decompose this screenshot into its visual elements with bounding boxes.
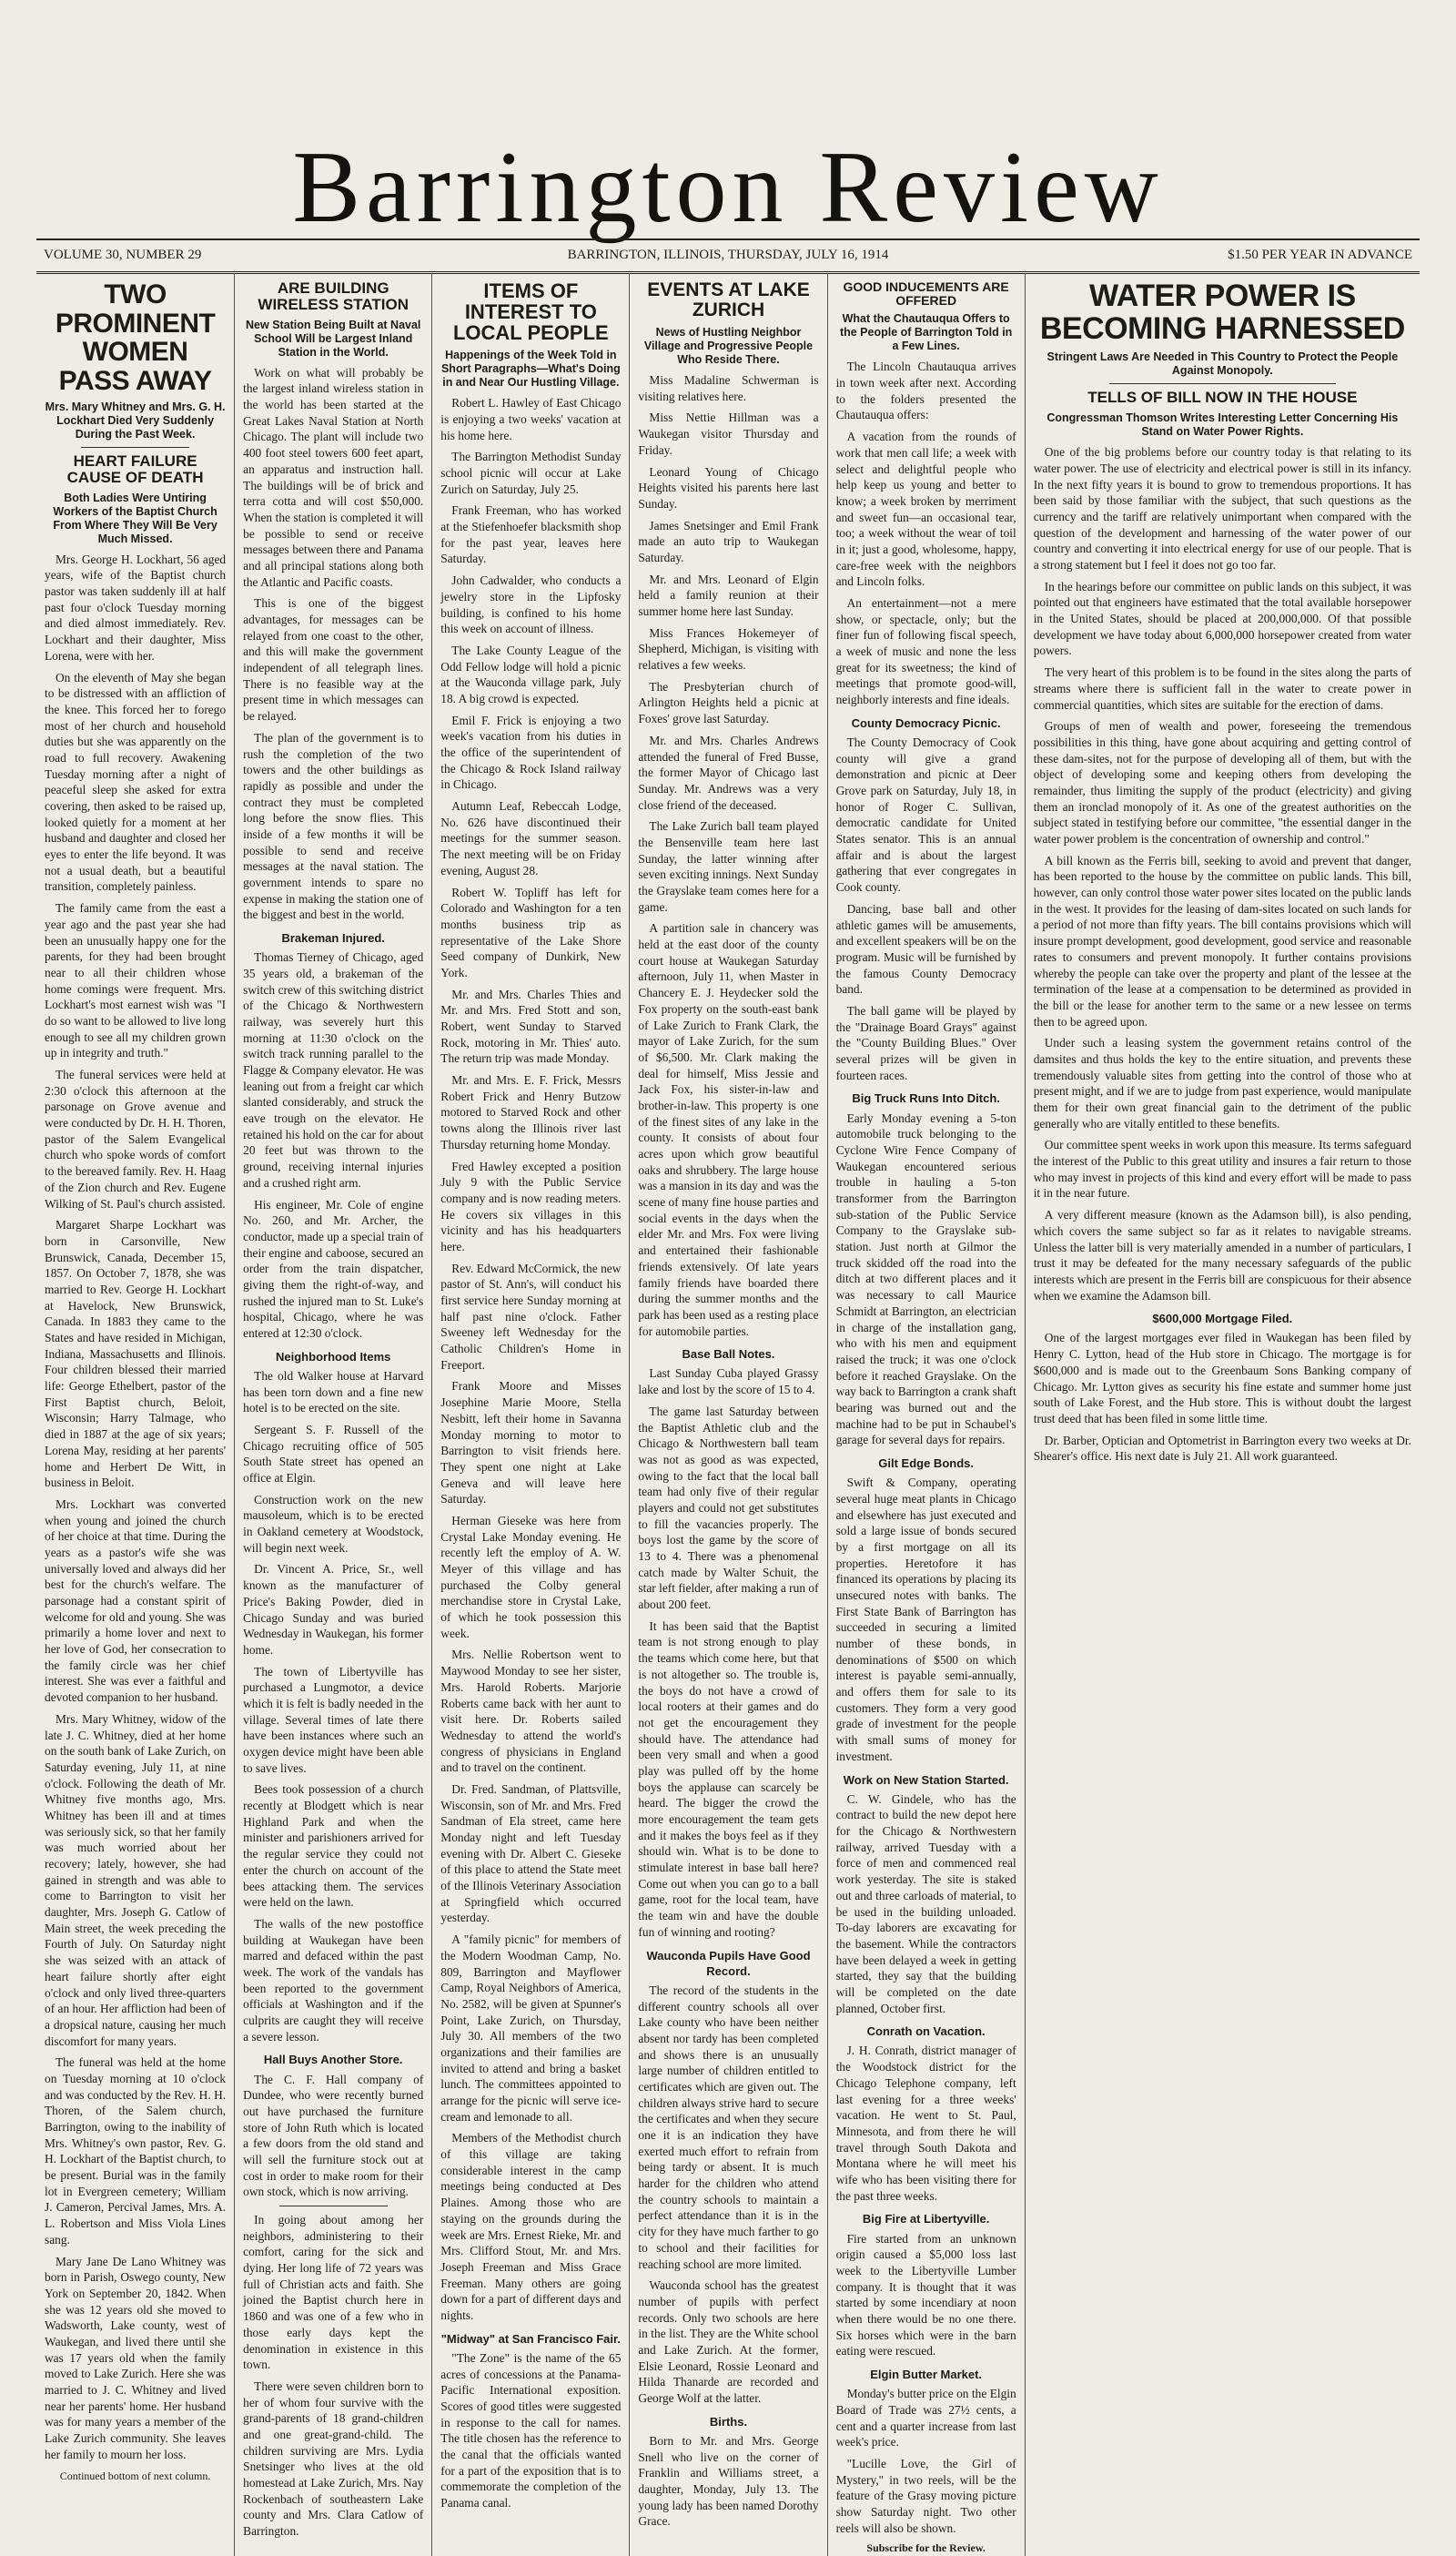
paragraph: A "family picnic" for members of the Modern Woodman Camp, No. 809, Barrington and Mayflower Camp, Royal Neighbors of America, No. 2582, will be given at Spunner's Point, Lake Zurich, on Thursday, July 30. All members of the two organizations and their families are invited to attend and bring a basket lunch. The committees appointed to arrange for the picnic will serve ice-cream and lemonade to all. bbox=[440, 1932, 622, 2124]
column-1 bbox=[36, 273, 234, 2556]
paragraph: Mr. and Mrs. Leonard of Elgin held a family reunion at their summer home here last Sunday. bbox=[638, 572, 819, 619]
subhead: Elgin Butter Market. bbox=[870, 2368, 983, 2381]
paragraph: The family came from the east a year ago and the past year she had been an unusually happy one for the parents, for they had been brought near to all their children whose home comings were frequent. Mrs. Lockhart's most earnest wish was "I do so want to be allowed to live long enough to see all my children grown up in integrity and truth." bbox=[45, 901, 227, 1060]
paragraph: Work on what will probably be the largest inland wireless station in the world has been started at the Great Lakes Naval Station at North Chicago. The plant will include two 400 foot steel towers 600 feet apart, an apparatus and instruction hall. The buildings will be of brick and terra cotta and will cost $50,000. When the station is completed it will be possible to send or receive messages between there and Panama and all principal stations along both the Atlantic and Pacific coasts. bbox=[243, 365, 424, 589]
paragraph: The very heart of this problem is to be found in the sites along the parts of streams where there is sufficient fall in the water to create power in commercial quantities, which sites are suitable for the erection of dams. bbox=[1033, 665, 1411, 712]
paragraph: Miss Madaline Schwerman is visiting relatives here. bbox=[638, 373, 819, 403]
paragraph: Leonard Young of Chicago Heights visited his parents here last Sunday. bbox=[638, 464, 819, 511]
paragraph: Mr. and Mrs. E. F. Frick, Messrs Robert Frick and Henry Butzow motored to Starved Rock and other towns along the Illinois river last Thursday returning home Monday. bbox=[440, 1073, 622, 1151]
paragraph: The Barrington Methodist Sunday school picnic will occur at Lake Zurich on Saturday, July 25. bbox=[440, 450, 622, 496]
paragraph: Mrs. Lockhart was converted when young and joined the church of her choice at that time. During the years as a pastor's wife she was universally loved and always did her best for the church's welfare. The parsonage had a constant spirit of welcome for old and young. She was primarily a home lover and next to her love of God, her consecration to the family circle was her chief interest. She was ever a faithful and devoted companion to her husband. bbox=[45, 1496, 227, 1705]
continued-note: Continued bottom of next column. bbox=[59, 2470, 211, 2483]
paragraph: J. H. Conrath, district manager of the Woodstock district for the Chicago Telephone company, left last evening for a three weeks' vacation. He went to St. Paul, Minnesota, and from there he will travel through South Dakota and Montana where he will meet his wife who has been visiting there for the past three weeks. bbox=[835, 2044, 1016, 2203]
paragraph: Members of the Methodist church of this village are taking considerable interest in the camp meetings being conducted at Des Plaines. Among those who are staying on the grounds during the week are Mrs. Ernest Rieke, Mr. and Mrs. Clifford Stout, Mr. and Mrs. Joseph Freeman and Miss Grace Freeman. Many others are going down for a part of different days and nights. bbox=[440, 2131, 622, 2322]
deck: Both Ladies Were Untiring Workers of the Baptist Church From Where They Will Be Very Much Missed. bbox=[53, 491, 217, 545]
subhead: Work on New Station Started. bbox=[843, 1772, 1009, 1787]
headline-two-women: TWO PROMINENT WOMEN PASS AWAY bbox=[55, 279, 216, 396]
paragraph: The walls of the new postoffice building at Waukegan have been marred and defaced within the past week. The work of the vandals has been reported to the government officials at Washington and if the culprits are caught they will receive a severe lesson. bbox=[243, 1916, 424, 2044]
paragraph: The ball game will be played by the "Drainage Board Grays" against the "County Building Blues." Over several prizes will be given in fourteen races. bbox=[835, 1003, 1016, 1082]
subheadline: HEART FAILURE CAUSE OF DEATH bbox=[66, 452, 204, 486]
paragraph: His engineer, Mr. Cole of engine No. 260, and Mr. Archer, the conductor, made up a special train of their engine and caboose, secured an order from the train dispatcher, giving them the right-of-way, and rushed the injured man to St. Luke's hospital, Chicago, where he was entered at 12:30 o'clock. bbox=[243, 1197, 424, 1341]
paragraph: The Lake Zurich ball team played the Bensenville team here last Sunday, the latter winning after seven exciting innings. Next Sunday the Grayslake team comes here for a game. bbox=[638, 819, 819, 914]
column-5 bbox=[827, 273, 1025, 2556]
paragraph: There were seven children born to her of whom four survive with the grand-parents of 18 grand-children and one great-grand-child. The children surviving are Mrs. Lydia Snetsinger who lives at the old homestead at Lake Zurich, Mrs. Nay Rockenbach of southeastern Lake county and Mrs. Clara Catlow of Barrington. bbox=[243, 2378, 424, 2539]
subhead: County Democracy Picnic. bbox=[851, 715, 1001, 730]
subhead: Big Fire at Libertyville. bbox=[862, 2212, 990, 2226]
paragraph: In going about among her neighbors, administering to their comfort, caring for the sick and dying. Her long life of 72 years was full of Christian acts and faith. She joined the Baptist church here in 1860 and was one of a few who in those early days kept the denomination in existence in this town. bbox=[243, 2213, 424, 2372]
paragraph: Monday's butter price on the Elgin Board of Trade was 27½ cents, a cent and a quarter increase from last week's price. bbox=[835, 2387, 1016, 2450]
headline-items-of-interest: ITEMS OF INTEREST TO LOCAL PEOPLE bbox=[452, 279, 609, 345]
subhead: Neighborhood Items bbox=[276, 1349, 391, 1364]
paragraph: Dancing, base ball and other athletic games will be amusements, and excellent speakers will be on the program. Music will be furnished by the famous County Democracy band. bbox=[835, 901, 1016, 997]
paragraph: The funeral services were held at 2:30 o'clock this afternoon at the parsonage on Grove avenue and were conducted by Dr. H. H. Thoren, pastor of the Salem Evangelical church who spoke words of comfort to the bereaved family. Rev. H. Haag of the Zion church and Rev. Eugene Wilking of St. Paul's church assisted. bbox=[45, 1068, 227, 1211]
paragraph: The town of Libertyville has purchased a Lungmotor, a device which it is felt is badly needed in the village. Several times of late there have been instances where such an oxygen device might have been able to save lives. bbox=[243, 1664, 424, 1775]
paragraph: This is one of the biggest advantages, for messages can be relayed from one coast to the other, and this will make the government independent of all telegraph lines. There is no feasible way at the present time in which messages can be relayed. bbox=[243, 596, 424, 724]
paragraph: Frank Freeman, who has worked at the Stiefenhoefer blacksmith shop for the past year, leaves here Saturday. bbox=[440, 503, 622, 566]
place-date: BARRINGTON, ILLINOIS, THURSDAY, JULY 16, 1914 bbox=[567, 248, 889, 262]
paragraph: Fire started from an unknown origin caused a $5,000 loss last week to the Libertyville Lumber company. It is thought that it was started by some incendiary at noon when there would be no one there. Six horses which were in the barn eating were rescued. bbox=[835, 2231, 1016, 2358]
paragraph: Miss Nettie Hillman was a Waukegan visitor Thursday and Friday. bbox=[638, 411, 819, 457]
volume-number: VOLUME 30, NUMBER 29 bbox=[44, 248, 202, 262]
subhead: Births. bbox=[709, 2414, 748, 2429]
paragraph: Mr. and Mrs. Charles Thies and Mr. and Mrs. Fred Stott and son, Robert, went Sunday to Starved Rock, motoring in Mr. Thies' auto. The return trip was made Monday. bbox=[440, 987, 622, 1066]
paragraph: The County Democracy of Cook county will give a grand demonstration and picnic at Deer Grove park on Saturday, July 18, in honor of Roger C. Sullivan, democratic candidate for United States senator. This is an annual affair and is about the largest gathering that ever congregates in Cook county. bbox=[835, 735, 1016, 895]
subheadline: TELLS OF BILL NOW IN THE HOUSE bbox=[1087, 389, 1358, 407]
paragraph: Fred Hawley excepted a position July 9 with the Public Service company and is now reading meters. He covers six villages in this vicinity and has his headquarters here. bbox=[440, 1159, 622, 1253]
masthead-title: Barrington Review bbox=[292, 131, 1164, 244]
paragraph: Rev. Edward McCormick, the new pastor of St. Ann's, will conduct his first service here Sunday morning at half past nine o'clock. Father Sweeney left Wednesday for the Catholic Children's Home in Freeport. bbox=[440, 1261, 622, 1372]
headline-water-power: WATER POWER IS BECOMING HARNESSED bbox=[1039, 279, 1405, 346]
paragraph: The Lincoln Chautauqua arrives in town week after next. According to the folders presented the Chautauqua offers: bbox=[835, 360, 1016, 422]
article-columns bbox=[36, 273, 1420, 2555]
paragraph: Mary Jane De Lano Whitney was born in Parish, Oswego county, New York on September 20, 1842. When she was 12 years old she moved to Wadsworth, Lake county, west of Waukegan, and lived there until she was 17 years old when the family moved to Lake Zurich. Here she was married to J. C. Whitney and lived near her parents' home. Her husband was for many years a member of the Lake Zurich community. She leaves her family to mourn her loss. bbox=[45, 2254, 227, 2461]
paragraph: In the hearings before our committee on public lands on this subject, it was pointed out that engineers have estimated that the total available horsepower in the United States, should be placed at 200,000,000. Of that possible development we have today about 6,000,000 horsepower created from water powers. bbox=[1033, 579, 1411, 658]
paragraph: The funeral was held at the home on Tuesday morning at 10 o'clock and was conducted by the Rev. H. H. Thoren, of the Salem church, Barrington, owing to the inability of Mrs. Whitney's own pastor, Rev. G. H. Lockhart of the Baptist church, to be present. Burial was in the family lot in Evergreen cemetery; William J. Cameron, Percival James, Mrs. A. L. Robertson and Miss Viola Lines sang. bbox=[45, 2055, 227, 2247]
paragraph: Dr. Barber, Optician and Optometrist in Barrington every two weeks at Dr. Shearer's office. His next date is July 21. All work guaranteed. bbox=[1033, 1433, 1411, 1464]
paragraph: The Presbyterian church of Arlington Heights held a picnic at Foxes' grove last Saturday. bbox=[638, 679, 819, 726]
paragraph: A bill known as the Ferris bill, seeking to avoid and prevent that danger, has been reported to the house by the committee on public lands. This bill, however, can only control those water power sites located on the public lands in the west. It provides for the leasing of dam-sites located on such lands for a period of not more than fifty years. The bill contains provisions which will insure prompt development, good development, good service and reasonable rates to consumers and prevent monopoly. It further contains provisions whereby the people can take over the property and plant of the lessee at the termination of the lease at a compensation to be determined as provided in the bill or the lease for another term to the same or a new lessee on terms then to be agreed upon. bbox=[1033, 853, 1411, 1029]
paragraph: Herman Gieseke was here from Crystal Lake Monday evening. He recently left the employ of A. W. Meyer of this village and has purchased the Colby general merchandise store in Crystal Lake, of which he took possession this week. bbox=[440, 1513, 622, 1640]
paragraph: A very different measure (known as the Adamson bill), is also pending, which covers the same subject so far as it relates to navigable streams. Unless the latter bill is very materially amended in a number of particulars, I trust it may be defeated for the many necessary safeguards of the public interests which are present in the Ferris bill are conspicuous for their absence when we examine the Adamson bill. bbox=[1033, 1208, 1411, 1303]
paragraph: Bees took possession of a church recently at Blodgett which is near Highland Park and when the minister and parishioners arrived for the regular service they could not enter the church on account of the bees attacking them. The services were held on the lawn. bbox=[243, 1782, 424, 1910]
subscription-price: $1.50 PER YEAR IN ADVANCE bbox=[1228, 248, 1412, 262]
paragraph: A partition sale in chancery was held at the east door of the county court house at Waukegan Saturday afternoon, July 11, when Master in Chancery E. J. Heydecker sold the Fox property on the south-east bank of Lake Zurich to Frank Clark, the mayor of Lake Zurich, for the sum of $6,500. Mr. Clark making the deal for himself, Miss Jessie and Jack Fox, his sister-in-law and brother-in-law. This property is one of the finest sites of any lake in the county. It consists of about four acres upon which grow beautiful oaks and shrubbery. The large house was a mansion in its day and was the scene of many fine house parties and social events in the days when the elder Mr. and Mrs. Fox were living and entertained their fashionable friends extensively. Of late years family friends have boarded there during the summer months and the park has been used as a resting place for automobile parties. bbox=[638, 921, 819, 1338]
subhead: Hall Buys Another Store. bbox=[263, 2053, 403, 2067]
paragraph: One of the largest mortgages ever filed in Waukegan has been filed by Henry C. Lytton, head of the Hub store in Chicago. The mortgage is for $600,000 and is made out to the Greenbaum Sons Banking company of Chicago. Mr. Lytton gives as security his fine estate and summer home just south of Lake Forest, and the Hub store. This is without doubt the largest trust deed that has been filed in some little time. bbox=[1033, 1331, 1411, 1425]
column-2 bbox=[234, 273, 431, 2556]
paragraph: Thomas Tierney of Chicago, aged 35 years old, a brakeman of the switch crew of this switching district of the Chicago & Northwestern railway, was severely hurt this morning at 11:30 o'clock on the switch track running parallel to the Flagge & Company elevator. He was leaning out from a freight car which slanted considerably, and struck the eave trough on the elevator. He retained his hold on the car for about 20 feet but was thrown to the ground, receiving internal injuries and a crushed right arm. bbox=[243, 950, 424, 1190]
paragraph: The record of the students in the different country schools all over Lake county who have been neither absent nor tardy has been completed and shows there is an unusually large number of children entitled to certificates which are given out. The children always strive hard to secure the certificates and when they secure one it is an indication they have exerted much effort to refrain from being tardy or absent. It is much harder for the children who attend the country schools to maintain a perfect attendance than it is in the city for they have much farther to go to school and their facilities for reaching school are more limited. bbox=[638, 1983, 819, 2271]
headline-inducements: GOOD INDUCEMENTS ARE OFFERED bbox=[843, 279, 1009, 308]
paragraph: Mrs. George H. Lockhart, 56 aged years, wife of the Baptist church pastor was taken suddenly ill at half past four o'clock Tuesday morning and died almost immediately. Rev. Lockhart and their daughter, Miss Lorena, were with her. bbox=[45, 552, 227, 663]
paragraph: The game last Saturday between the Baptist Athletic club and the Chicago & Northwestern ball team was not as good as was expected, owing to the fact that the local ball team had only five of their regular players and could not get substitutes to fill the vacancies properly. The boys lost the game by the score of 13 to 4. There was a phenomenal catch made by Walter Schuit, the star left fielder, after making a run of about 200 feet. bbox=[638, 1404, 819, 1612]
paragraph: John Cadwalder, who conducts a jewelry store in the Lipfosky building, is confined to his home this week on account of illness. bbox=[440, 573, 622, 636]
subhead: Wauconda Pupils Have Good Record. bbox=[646, 1948, 811, 1978]
paragraph: "Lucille Love, the Girl of Mystery," in two reels, will be the feature of the Grasy moving picture show Saturday night. Two other reels will also be shown. bbox=[835, 2456, 1016, 2535]
paragraph: Born to Mr. and Mrs. George Snell who live on the corner of Franklin and Williams street, a daughter, Monday, July 13. The young lady has been named Dorothy Grace. bbox=[638, 2433, 819, 2529]
deck: Mrs. Mary Whitney and Mrs. G. H. Lockhart Died Very Suddenly During the Past Week. bbox=[45, 401, 226, 441]
paragraph: The plan of the government is to rush the completion of the two towers and the other buildings as rapidly as possible and under the contract they must be completed long before the snow flies. This inside of a few months it will be possible to send and receive messages at the naval station. The government intends to spare no expense in making the station one of the biggest and best in the world. bbox=[243, 730, 424, 922]
column-6 bbox=[1025, 273, 1420, 2556]
paragraph: One of the big problems before our country today is that relating to its water power. The use of electricity and electrical power is still in its infancy. In the next fifty years it is bound to grow to tremendous proportions. It has been said by those familiar with the subject, that such questions as the currency and the tariff are relatively unimportant when compared with the question of the development and harnessing of the water power of our country and converting it into electrical energy for use of our people. That is a strong statement but I feel it does not go too far. bbox=[1033, 445, 1411, 573]
paragraph: Under such a leasing system the government retains control of the damsites and thus holds the key to the entire situation, and prevents these tremendously valuable sites from getting into the control of those who at present might, and if we are to judge from past experience, would manipulate them for their own great financial gain to the detriment of the public generally who are vitally entitled to these benefits. bbox=[1033, 1036, 1411, 1131]
subhead: Base Ball Notes. bbox=[682, 1347, 775, 1362]
divider bbox=[81, 447, 189, 448]
paragraph: James Snetsinger and Emil Frank made an auto trip to Waukegan Saturday. bbox=[638, 518, 819, 564]
deck: News of Hustling Neighbor Village and Progressive People Who Reside There. bbox=[643, 326, 814, 367]
paragraph: A vacation from the rounds of work that men call life; a week with select and delightful people who help keep us young and better to know; a week broken by merriment and sweet fun—an occasional tear, too; a week without the wear of toil in it; just a good, wholesome, happy, care-free week with the neighbors and Lincoln folks. bbox=[835, 430, 1016, 589]
paragraph: Dr. Fred. Sandman, of Plattsville, Wisconsin, son of Mr. and Mrs. Fred Sandman of Ela street, came here Monday night and left Tuesday evening with Dr. Albert C. Gieseke of this place to attend the State meet of the Illinois Veterinary Association at Springfield which occurred yesterday. bbox=[440, 1781, 622, 1925]
paragraph: Miss Frances Hokemeyer of Shepherd, Michigan, is visiting with relatives a few weeks. bbox=[638, 625, 819, 673]
paragraph: Groups of men of wealth and power, foreseeing the tremendous possibilities in this thing, have gone about acquiring and getting control of these dam-sites, not for the purpose of developing all of them, but with the object of developing some and keeping others from developing the remainder, thus limiting the supply of the product (electricity) and giving them an ironclad monopoly of it. As one of the greatest authorities on the subject stated in testifying before our committee, "the essential danger in the water power problem is the concentration of ownership and control." bbox=[1033, 719, 1411, 847]
deck: Happenings of the Week Told in Short Paragraphs—What's Doing in and Near Our Hustling Village. bbox=[440, 349, 621, 390]
paragraph: Wauconda school has the greatest number of pupils with perfect records. Only two schools are here in the list. They are the White school and Lake Zurich. At the former, Elsie Leonard, Rossie Leonard and Hilda Thanarde are recorded and George Wolf at the latter. bbox=[638, 2278, 819, 2405]
dateline-bar bbox=[36, 238, 1420, 274]
paragraph: Emil F. Frick is enjoying a two week's vacation from his duties in the office of the superintendent of the Chicago & Rock Island railway in Chicago. bbox=[440, 713, 622, 792]
paragraph: The Lake County League of the Odd Fellow lodge will hold a picnic at the Wauconda village park, July 18. A big crowd is expected. bbox=[440, 643, 622, 705]
paragraph: The old Walker house at Harvard has been torn down and a fine new hotel is to be erected on the site. bbox=[243, 1368, 424, 1415]
deck: Congressman Thomson Writes Interesting Letter Concerning His Stand on Water Power Rights. bbox=[1046, 411, 1399, 439]
paragraph: Mr. and Mrs. Charles Andrews attended the funeral of Fred Busse, the former Mayor of Chicago last Sunday. Mr. Andrews was a very close friend of the deceased. bbox=[638, 733, 819, 812]
paragraph: Dr. Vincent A. Price, Sr., well known as the manufacturer of Price's Baking Powder, died in Chicago Sunday and was buried Wednesday in Waukegan, his former home. bbox=[243, 1562, 424, 1657]
paragraph: "The Zone" is the name of the 65 acres of concessions at the Panama-Pacific International exposition. Scores of good titles were suggested in response to the call for names. The title chosen has the reference to the canal that the officials wanted for a part of the exposition that is to commemorate the completion of the Panama canal. bbox=[440, 2350, 622, 2510]
paragraph: Robert W. Topliff has left for Colorado and Washington for a ten months business trip as representative of the Lake Shore Seed company of Dunkirk, New York. bbox=[440, 885, 622, 979]
deck: New Station Being Built at Naval School Will be Largest Inland Station in the World. bbox=[246, 318, 421, 359]
paragraph: Last Sunday Cuba played Grassy lake and lost by the score of 15 to 4. bbox=[638, 1366, 819, 1397]
paragraph: Mrs. Mary Whitney, widow of the late J. C. Whitney, died at her home on the south bank of Lake Zurich, on Saturday evening, July 11, at nine o'clock. Following the death of Mr. Whitney five months ago, Mrs. Whitney has been ill and at times was seriously sick, so that her family was much worried about her recovery; lately, however, she had gained in strength and was able to come to Barrington to visit her daughter, Mrs. Joseph G. Catlow of Main street, the week preceding the Fourth of July. On Saturday night she was seized with an attack of heart failure shortly after eight o'clock and only lived three-quarters of an hour. Her affliction had been of a dropsical nature, causing her much discomfort for many years. bbox=[45, 1711, 227, 2048]
paragraph: Margaret Sharpe Lockhart was born in Carsonville, New Brunswick, Canada, December 15, 1857. On October 7, 1878, she was married to Rev. George H. Lockhart at Havelock, New Brunswick, Canada. In 1883 they came to the States and have resided in Michigan, Indiana, Massachusetts and Illinois. Four children blessed their married life: George Ethelbert, pastor of the First Baptist church, Beloit, Wisconsin; Harry Talmage, who died in 1887 at the age of six years; Lorena May, residing at her parents' home and Herbert De Witt, in business in Beloit. bbox=[45, 1218, 227, 1490]
subhead: Conrath on Vacation. bbox=[866, 2024, 986, 2039]
divider bbox=[1109, 383, 1336, 384]
paragraph: C. W. Gindele, who has the contract to build the new depot here for the Chicago & Northwestern railway, arrived Tuesday with a force of men and commenced real work yesterday. The site is staked out and three carloads of material, to be used in the building unloaded. To-day laborers are excavating for the basement. While the contractors have been delayed a week in getting started, they say that the building will be completed on the date planned, October first. bbox=[835, 1791, 1016, 2015]
subhead: $600,000 Mortgage Filed. bbox=[1152, 1312, 1293, 1326]
subhead: Gilt Edge Bonds. bbox=[878, 1456, 974, 1470]
headline-lake-zurich: EVENTS AT LAKE ZURICH bbox=[647, 279, 810, 321]
paragraph: Our committee spent weeks in work upon this measure. Its terms safeguard the interest of the Public to this great utility and insures a fair return to those who may invest in projects of this kind and every effort will be made to pass it in the near future. bbox=[1033, 1138, 1411, 1201]
headline-wireless-station: ARE BUILDING WIRELESS STATION bbox=[258, 279, 409, 313]
subhead: "Midway" at San Francisco Fair. bbox=[440, 2331, 621, 2346]
paragraph: Early Monday evening a 5-ton automobile truck belonging to the Cyclone Wire Fence Company of Waukegan encountered serious trouble in hauling a 5-ton transformer from the Barrington sub-station of the Public Service Company to the Grayslake sub-station. Just north at Gilmor the truck skidded off the road into the ditch at two different places and it was necessary to call Maurice Schmidt at Barrington, an electrician in charge of the installation gang, who with his men and equipment raised the truck; it was one o'clock before it reached Grayslake. On the way back to Barrington a crank shaft bearing was burned out and the machine had to be put in Schaubel's garage for several days for repairs. bbox=[835, 1111, 1016, 1447]
subhead: Big Truck Runs Into Ditch. bbox=[852, 1091, 1000, 1106]
paragraph: On the eleventh of May she began to be distressed with an affliction of the knee. This forced her to forego most of her church and household duties but she was apparently on the road to full recovery. Awakening Tuesday morning after a night of peaceful sleep she asked for extra covering, then asked to be raised up, looked quietly for a moment at her husband and daughter and closed her eyes to enter the life beyond. It was not a usual death, but a beautiful transition, completely painless. bbox=[45, 670, 227, 894]
paragraph: Construction work on the new mausoleum, which is to be erected in Oakland cemetery at Woodstock, will begin next week. bbox=[243, 1492, 424, 1555]
deck: What the Chautauqua Offers to the People of Barrington Told in a Few Lines. bbox=[839, 312, 1013, 353]
subscribe-note: Subscribe for the Review. bbox=[866, 2541, 986, 2555]
deck: Stringent Laws Are Needed in This Country to Protect the People Against Monopoly. bbox=[1046, 350, 1399, 378]
paragraph: Swift & Company, operating several huge meat plants in Chicago and elsewhere has just executed and sold a large issue of bonds secured by a first mortgage on all its properties. Heretofore it has financed its operations by placing its unsecured notes with banks. The First State Bank of Barrington has succeeded in securing a limited number of these bonds, in denominations of $500 on which interest is payable semi-annually, and offers them for sale to its customers. They form a very good grade of investment for the people with small sums of money for investment. bbox=[835, 1476, 1016, 1763]
paragraph: Autumn Leaf, Rebeccah Lodge, No. 626 have discontinued their meetings for the summer season. The next meeting will be on Friday evening, August 28. bbox=[440, 799, 622, 877]
paragraph: Robert L. Hawley of East Chicago is enjoying a two weeks' vacation at his home here. bbox=[440, 396, 622, 442]
paragraph: It has been said that the Baptist team is not strong enough to play the teams which come here, but that is not altogether so. The trouble is, the boys do not have a crowd of local rooters at their games and do not get the encouragement they should have. The attendance had been very small and when a good play was pulled off by the home boys the applause can scarcely be heard. The bigger the crowd the more encouragement the team gets and it makes the boys feel as if they should win. What is to be done to stimulate interest in base ball here? Come out when you can go to a ball game, root for the local team, have the team win and have the double fun of winning and rooting? bbox=[638, 1618, 819, 1939]
paragraph: Sergeant S. F. Russell of the Chicago recruiting office of 505 South State street has opened an office at Elgin. bbox=[243, 1422, 424, 1485]
column-4 bbox=[629, 273, 826, 2556]
paragraph: The C. F. Hall company of Dundee, who were recently burned out have purchased the furniture store of John Ruth which is located a few doors from the old stand and will sell the furniture stock out at cost in order to make room for their own stock, which is now arriving. bbox=[243, 2072, 424, 2199]
paragraph: Mrs. Nellie Robertson went to Maywood Monday to see her sister, Mrs. Harold Roberts. Marjorie Roberts came back with her aunt to visit here. Dr. Roberts sailed Wednesday to attend the world's congress of physicians in England and to travel on the continent. bbox=[440, 1648, 622, 1775]
column-3 bbox=[431, 273, 629, 2556]
paragraph: An entertainment—not a mere show, or spectacle, only; but the finer fun of following fiscal speech, a week of music and none the less great for its sweetness; the kind of meetings that promote good-will, neighborly interests and fine ideals. bbox=[835, 596, 1016, 707]
paragraph: Frank Moore and Misses Josephine Marie Moore, Stella Nesbitt, left their home in Savanna Monday morning to motor to Barrington to visit friends here. They spent one night at Lake Geneva and will leave here Saturday. bbox=[440, 1379, 622, 1506]
subhead: Brakeman Injured. bbox=[281, 931, 385, 946]
